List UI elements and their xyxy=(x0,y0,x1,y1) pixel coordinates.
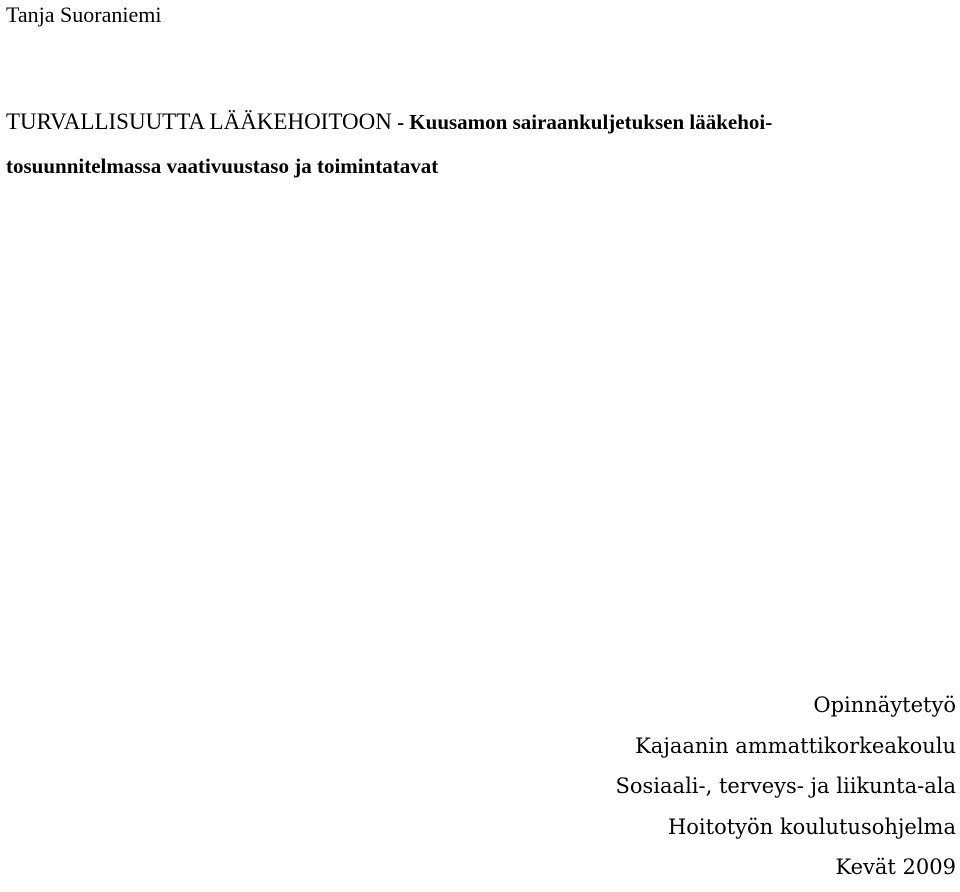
degree-programme: Hoitotyön koulutusohjelma xyxy=(667,814,956,839)
term-date: Kevät 2009 xyxy=(835,855,956,879)
title-main-text: TURVALLISUUTTA LÄÄKEHOITOON xyxy=(6,109,392,134)
title-line-1 xyxy=(6,100,956,144)
title-line-2: tosuunnitelmassa vaativuustaso ja toimintatavat xyxy=(6,154,439,178)
field-of-study: Sosiaali-, terveys- ja liikunta-ala xyxy=(615,774,956,798)
thesis-info-block xyxy=(616,685,957,888)
document-type: Opinnäytetyö xyxy=(813,693,956,717)
title-subtitle-text: - Kuusamon sairaankuljetuksen lääkehoi- xyxy=(391,110,773,134)
school-name: Kajaanin ammattikorkeakoulu xyxy=(635,733,956,758)
thesis-title xyxy=(6,100,956,188)
author-name: Tanja Suoraniemi xyxy=(6,2,162,27)
